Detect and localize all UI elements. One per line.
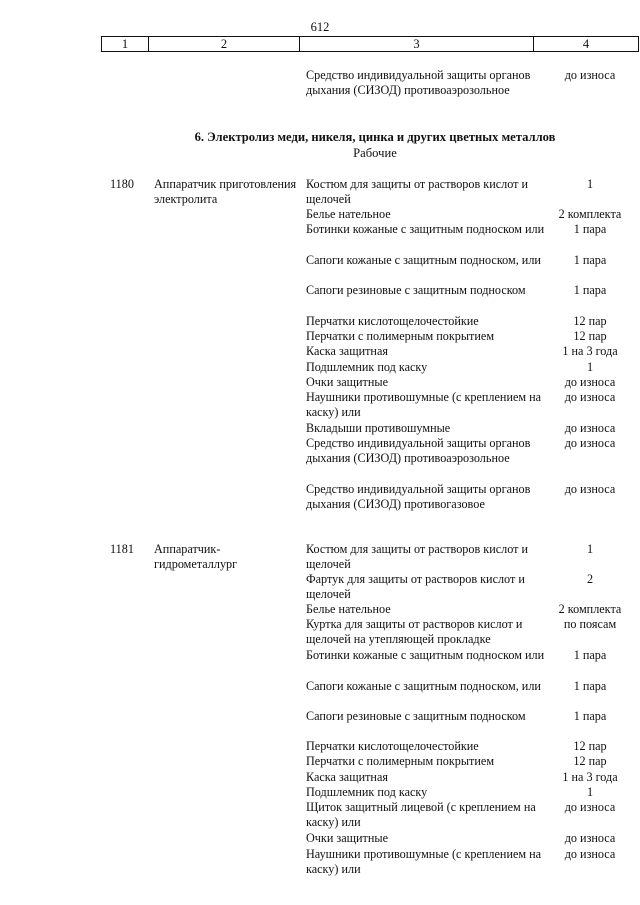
entry-profession: Аппаратчик-гидрометаллург	[154, 542, 238, 572]
column-number-3: 3	[300, 37, 534, 52]
ppe-item-qty: до износа	[564, 847, 616, 861]
ppe-item-name: Перчатки кислотощелочестойкие	[306, 739, 479, 753]
ppe-item-qty: 2 комплекта	[558, 207, 622, 221]
ppe-item-qty: до износа	[564, 375, 616, 389]
section-title: 6. Электролиз меди, никеля, цинка и других цветных металлов	[194, 130, 556, 144]
column-number-1: 1	[102, 37, 149, 52]
ppe-item-qty: 1	[586, 177, 594, 191]
ppe-item-qty: 2	[586, 572, 594, 586]
ppe-item-name: Куртка для защиты от растворов кислот и щелочей на утепляющей прокладке	[306, 617, 523, 647]
ppe-item-name: Сапоги резиновые с защитным подноском	[306, 709, 526, 723]
ppe-item-name: Сапоги резиновые с защитным подноском	[306, 283, 526, 297]
ppe-item-name: Щиток защитный лицевой (с креплением на каску) или	[306, 800, 536, 830]
ppe-item-name: Белье нательное	[306, 602, 391, 616]
ppe-item-name: Сапоги кожаные с защитным подноском, или	[306, 253, 541, 267]
ppe-item-qty: 12 пар	[573, 314, 607, 328]
ppe-item-qty: 1 на 3 года	[562, 344, 618, 358]
entry-profession: Аппаратчик приготовления электролита	[154, 177, 297, 207]
ppe-item-name: Костюм для защиты от растворов кислот и щелочей	[306, 542, 529, 572]
ppe-item-name: Белье нательное	[306, 207, 391, 221]
ppe-item-name: Перчатки кислотощелочестойкие	[306, 314, 479, 328]
ppe-item-name: Средство индивидуальной защиты органов дыхания (СИЗОД) противоаэрозольное	[306, 436, 531, 466]
carry-over-qty: до износа	[564, 68, 616, 82]
column-number-4: 4	[534, 37, 639, 52]
entry-number: 1180	[110, 177, 134, 191]
ppe-item-name: Ботинки кожаные с защитным подноском или	[306, 648, 545, 662]
ppe-item-qty: до износа	[564, 831, 616, 845]
ppe-item-qty: 12 пар	[573, 329, 607, 343]
ppe-item-name: Вкладыши противошумные	[306, 421, 451, 435]
ppe-item-qty: 1	[586, 542, 594, 556]
entry-number: 1181	[110, 542, 134, 556]
column-number-2: 2	[149, 37, 300, 52]
ppe-item-qty: 1 пара	[573, 283, 607, 297]
ppe-item-qty: до износа	[564, 421, 616, 435]
ppe-item-qty: 1	[586, 785, 594, 799]
ppe-item-name: Перчатки с полимерным покрытием	[306, 329, 495, 343]
ppe-item-name: Каска защитная	[306, 770, 388, 784]
ppe-item-qty: до износа	[564, 482, 616, 496]
ppe-item-qty: 1 пара	[573, 679, 607, 693]
ppe-item-name: Очки защитные	[306, 375, 388, 389]
ppe-item-qty: 1 на 3 года	[562, 770, 618, 784]
ppe-item-qty: до износа	[564, 800, 616, 814]
ppe-item-name: Наушники противошумные (с креплением на каску) или	[306, 390, 542, 420]
ppe-item-qty: 1 пара	[573, 253, 607, 267]
ppe-item-qty: по поясам	[563, 617, 617, 631]
ppe-item-name: Фартук для защиты от растворов кислот и щелочей	[306, 572, 525, 602]
ppe-item-qty: 12 пар	[573, 754, 607, 768]
ppe-item-name: Перчатки с полимерным покрытием	[306, 754, 495, 768]
ppe-item-name: Костюм для защиты от растворов кислот и щелочей	[306, 177, 529, 207]
ppe-item-name: Средство индивидуальной защиты органов дыхания (СИЗОД) противогазовое	[306, 482, 531, 512]
ppe-item-qty: 12 пар	[573, 739, 607, 753]
ppe-item-qty: 1 пара	[573, 648, 607, 662]
ppe-item-qty: 1 пара	[573, 709, 607, 723]
ppe-item-qty: до износа	[564, 436, 616, 450]
ppe-item-name: Наушники противошумные (с креплением на каску) или	[306, 847, 542, 877]
ppe-item-name: Сапоги кожаные с защитным подноском, или	[306, 679, 541, 693]
section-subtitle: Рабочие	[353, 146, 397, 160]
ppe-item-name: Очки защитные	[306, 831, 388, 845]
page-number: 612	[310, 20, 330, 34]
column-header-row	[101, 36, 639, 52]
ppe-item-name: Ботинки кожаные с защитным подноском или	[306, 222, 545, 236]
carry-over-item: Средство индивидуальной защиты органов дыхания (СИЗОД) противоаэрозольное	[306, 68, 531, 98]
ppe-item-name: Каска защитная	[306, 344, 388, 358]
ppe-item-qty: 1	[586, 360, 594, 374]
ppe-item-qty: 2 комплекта	[558, 602, 622, 616]
ppe-item-name: Подшлемник под каску	[306, 360, 428, 374]
ppe-item-qty: 1 пара	[573, 222, 607, 236]
ppe-item-name: Подшлемник под каску	[306, 785, 428, 799]
ppe-item-qty: до износа	[564, 390, 616, 404]
